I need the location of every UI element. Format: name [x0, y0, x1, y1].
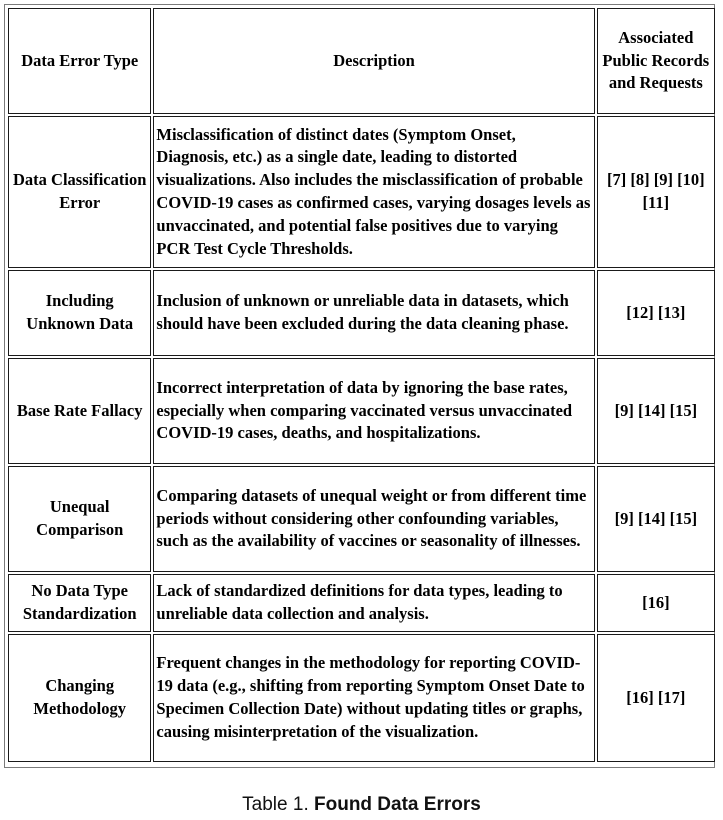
row-error-type: Unequal Comparison — [8, 466, 151, 572]
caption-label: Table 1. — [242, 794, 309, 815]
row-references: [9] [14] [15] — [597, 358, 715, 464]
table-header-row — [8, 8, 715, 114]
row-error-type: Data Classification Error — [8, 116, 151, 268]
row-description: Inclusion of unknown or unreliable data in datasets, which should have been excluded during the data cleaning phase. — [153, 270, 594, 356]
table-row — [8, 116, 715, 268]
header-associated-records: Associated Public Records and Requests — [597, 8, 715, 114]
table-row — [8, 358, 715, 464]
row-references: [16] [17] — [597, 634, 715, 762]
row-error-type: Changing Methodology — [8, 634, 151, 762]
data-errors-table — [6, 6, 717, 764]
row-description: Misclassification of distinct dates (Symptom Onset, Diagnosis, etc.) as a single date, leading to distorted visualizations. Also includes the misclassification of probable COVID-19 cases as confirmed cases, varying dosages levels as unvaccinated, and potential false positives due to varying PCR Test Cycle Thresholds. — [153, 116, 594, 268]
table-row — [8, 270, 715, 356]
row-description: Incorrect interpretation of data by ignoring the base rates, especially when comparing vaccinated versus unvaccinated COVID-19 cases, deaths, and hospitalizations. — [153, 358, 594, 464]
table-row — [8, 466, 715, 572]
row-references: [9] [14] [15] — [597, 466, 715, 572]
row-error-type: No Data Type Standardization — [8, 574, 151, 632]
header-error-type: Data Error Type — [8, 8, 151, 114]
row-description: Comparing datasets of unequal weight or from different time periods without considering other confounding variables, such as the availability of vaccines or seasonality of illnesses. — [153, 466, 594, 572]
row-description: Lack of standardized definitions for data types, leading to unreliable data collection and analysis. — [153, 574, 594, 632]
row-references: [16] — [597, 574, 715, 632]
row-description: Frequent changes in the methodology for reporting COVID-19 data (e.g., shifting from reporting Symptom Onset Date to Specimen Collection Date) without updating titles or graphs, causing misinterpretation of the visualization. — [153, 634, 594, 762]
table-row — [8, 574, 715, 632]
row-references: [7] [8] [9] [10] [11] — [597, 116, 715, 268]
header-description: Description — [153, 8, 594, 114]
row-error-type: Base Rate Fallacy — [8, 358, 151, 464]
row-references: [12] [13] — [597, 270, 715, 356]
caption-title: Found Data Errors — [314, 794, 481, 815]
table-caption — [0, 794, 723, 816]
row-error-type: Including Unknown Data — [8, 270, 151, 356]
table-row — [8, 634, 715, 762]
